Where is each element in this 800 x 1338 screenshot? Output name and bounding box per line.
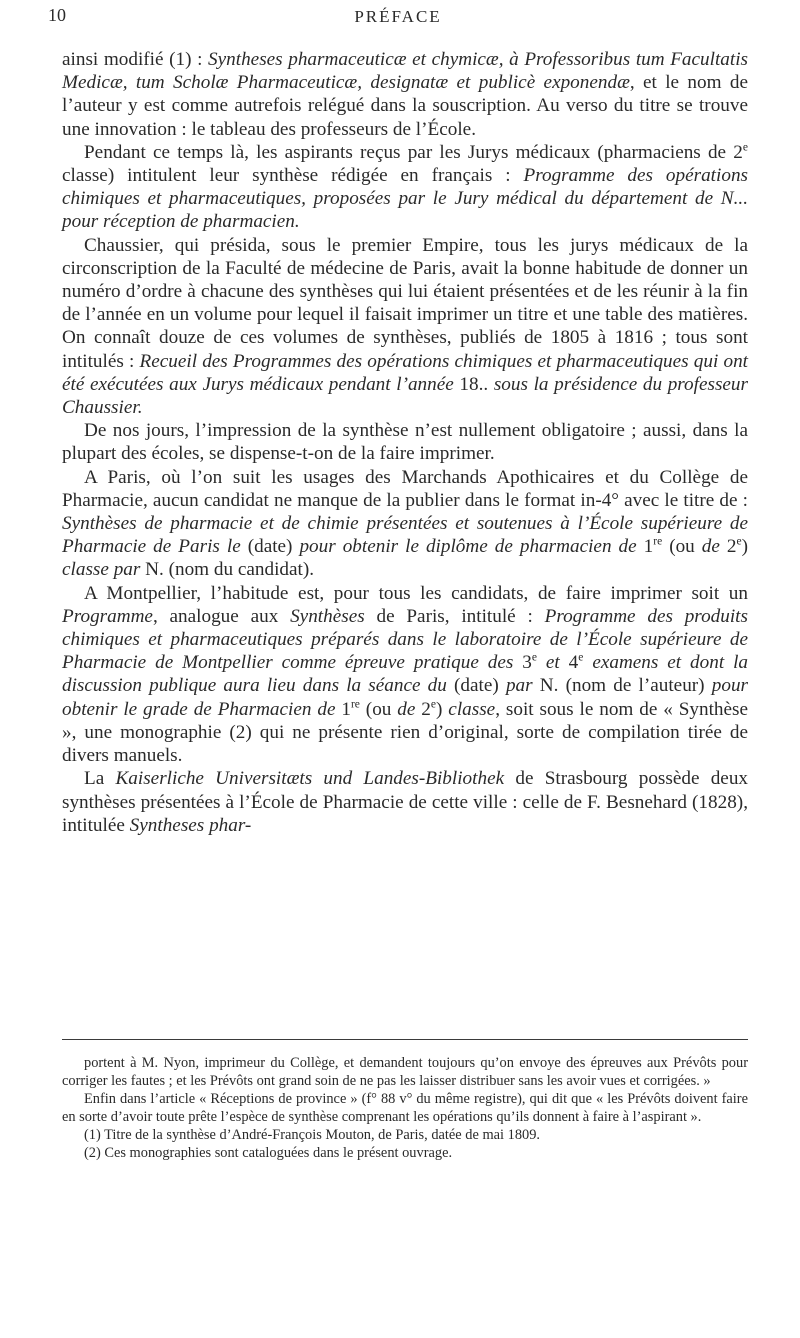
italic-text: et <box>545 652 560 674</box>
italic-text: Synthèses <box>290 605 365 627</box>
footnote <box>62 1144 748 1162</box>
text-run: (ou <box>662 536 702 558</box>
main-text <box>62 48 748 837</box>
italic-text: Recueil des Programmes des opérations chimiques et pharmaceutiques qui ont été exécutées aux Jurys médicaux pendant l’année <box>62 350 749 395</box>
paragraph <box>62 466 748 582</box>
text-run: De nos jours, l’impression de la synthèse n’est nullement obligatoire ; aussi, dans la plupart des écoles, se dispense-t-on de la faire imprimer. <box>62 420 748 465</box>
text-run: portent à M. Nyon, imprimeur du Collège, et demandent toujours qu’on envoye des épreuves aux Prévôts pour corriger les fautes ; et les Prévôts ont grand soin de ne pas les laisser distribuer sans les avoir vues et corrigées. » <box>62 1055 748 1089</box>
text-run: (2) Ces monographies sont cataloguées dans le présent ouvrage. <box>84 1145 453 1161</box>
text-run: de Paris, intitulé : <box>364 605 545 627</box>
text-run: (date) <box>446 675 506 697</box>
italic-text: pour obtenir le grade de Pharmacien de <box>62 675 748 720</box>
italic-text: Programme <box>62 605 153 627</box>
italic-text: examens et dont la discussion publique aura lieu dans la séance du <box>62 652 749 697</box>
italic-text: par <box>505 675 533 697</box>
paragraph <box>62 767 748 837</box>
italic-text: Programme des produits chimiques et pharmaceutiques préparés dans le laboratoire de l’École supérieure de Pharmacie de Montpellier comme épreuve pratique des <box>62 605 748 674</box>
text-run: N. (nom du candidat). <box>140 559 315 581</box>
italic-text: Kaiserliche Universitæts und Landes-Bibliothek <box>115 768 505 790</box>
paragraph <box>62 234 748 420</box>
text-run: (ou <box>359 698 398 720</box>
text-run: N. (nom de l’auteur) <box>532 675 712 697</box>
text-run: 1 <box>335 698 351 720</box>
text-run: ) <box>741 536 749 558</box>
superscript: e <box>578 651 584 664</box>
footnotes <box>62 1054 748 1162</box>
italic-text: classe par <box>62 559 141 581</box>
superscript: re <box>653 535 663 548</box>
italic-text: Programme des opérations chimiques et pharmaceutiques, proposées par le Jury médical du département de N... pour réception de pharmacien. <box>62 165 748 233</box>
superscript: e <box>742 141 748 154</box>
text-run: , soit sous le nom de « Synthèse », une monographie (2) qui ne présente rien d’original, sorte de compilation tirée de divers manuels. <box>62 698 749 767</box>
italic-text: Syntheses phar- <box>129 814 252 836</box>
paragraph <box>62 141 748 234</box>
footnote <box>62 1126 748 1144</box>
superscript: e <box>430 698 437 711</box>
superscript: e <box>736 535 742 548</box>
text-run: Enfin dans l’article « Réceptions de province » (f° 88 v° du même registre), qui dit que « les Prévôts doivent faire en sorte d’avoir toute prête l’espèce de synthèse comprenant les opérations qu’ils donnent à faire à l’aspirant ». <box>62 1091 748 1125</box>
text-run <box>537 652 546 673</box>
text-run: 4 <box>559 652 579 674</box>
paragraph <box>62 48 748 141</box>
text-run: 1 <box>636 536 654 558</box>
italic-text: de <box>701 536 720 558</box>
italic-text: Syntheses pharmaceuticæ et chymicæ, à Professoribus tum Facultatis Medicæ, tum Scholæ Pharmaceuticæ, designatæ et publicè exponendæ <box>62 49 749 94</box>
text-run: 2 <box>719 536 737 558</box>
text-run: A Paris, où l’on suit les usages des Marchands Apothicaires et du Collège de Pharmacie, aucun candidat ne manque de la publier dans le format in-4° avec le titre de : <box>62 466 748 511</box>
text-run: (1) Titre de la synthèse d’André-François Mouton, de Paris, datée de mai 1809. <box>84 1127 541 1143</box>
italic-text: sous la présidence du professeur Chaussier. <box>62 373 748 419</box>
text-run: (date) <box>240 536 300 558</box>
footnote-separator <box>62 1039 748 1040</box>
page-number: 10 <box>48 5 66 25</box>
text-run: 2 <box>415 698 431 720</box>
text-run: Pendant ce temps là, les aspirants reçus par les Jurys médicaux (pharmaciens de 2 <box>84 141 743 163</box>
text-run: classe) intitulent leur synthèse rédigée en français : <box>62 165 524 187</box>
text-run: , et le nom de l’auteur y est comme autrefois relégué dans la souscription. Au verso du titre se trouve une innovation : le tableau des professeurs de l’École. <box>62 72 748 140</box>
paragraph <box>62 582 748 768</box>
superscript: re <box>350 698 360 711</box>
text-run: , analogue aux <box>152 605 291 627</box>
text-run: Chaussier, qui présida, sous le premier Empire, tous les jurys médicaux de la circonscription de la Faculté de médecine de Paris, avait la bonne habitude de donner un numéro d’ordre à chacune des synthèses qui lui étaient présentées et de les réunir à la fin de l’année en un volume pour lequel il faisait imprimer un titre et une table des matières. On connaît douze de ces volumes de synthèses, publiés de 1805 à 1816 ; tous sont intitulés : <box>62 234 748 372</box>
italic-text: de <box>397 698 416 720</box>
text-run: 3 <box>513 652 532 674</box>
page-header <box>48 5 748 45</box>
italic-text: classe <box>448 698 496 720</box>
italic-text: pour obtenir le diplôme de pharmacien de <box>299 536 637 558</box>
text-run <box>583 652 592 673</box>
superscript: e <box>531 651 537 664</box>
text-run: La <box>84 768 116 790</box>
footnote <box>62 1090 748 1126</box>
text-run: ) <box>436 698 449 720</box>
footnote <box>62 1054 748 1090</box>
running-title: PRÉFACE <box>354 7 442 26</box>
text-run: ainsi modifié (1) : <box>62 49 209 70</box>
text-run: 18.. <box>453 373 494 395</box>
text-run: de Strasbourg possède deux synthèses présentées à l’École de Pharmacie de cette ville : celle de F. Besnehard (1828), intitulée <box>62 768 749 836</box>
paragraph <box>62 419 748 465</box>
italic-text: Synthèses de pharmacie et de chimie présentées et soutenues à l’École supérieure de Pharmacie de Paris le <box>62 513 748 558</box>
text-run: A Montpellier, l’habitude est, pour tous les candidats, de faire imprimer soit un <box>84 582 748 604</box>
